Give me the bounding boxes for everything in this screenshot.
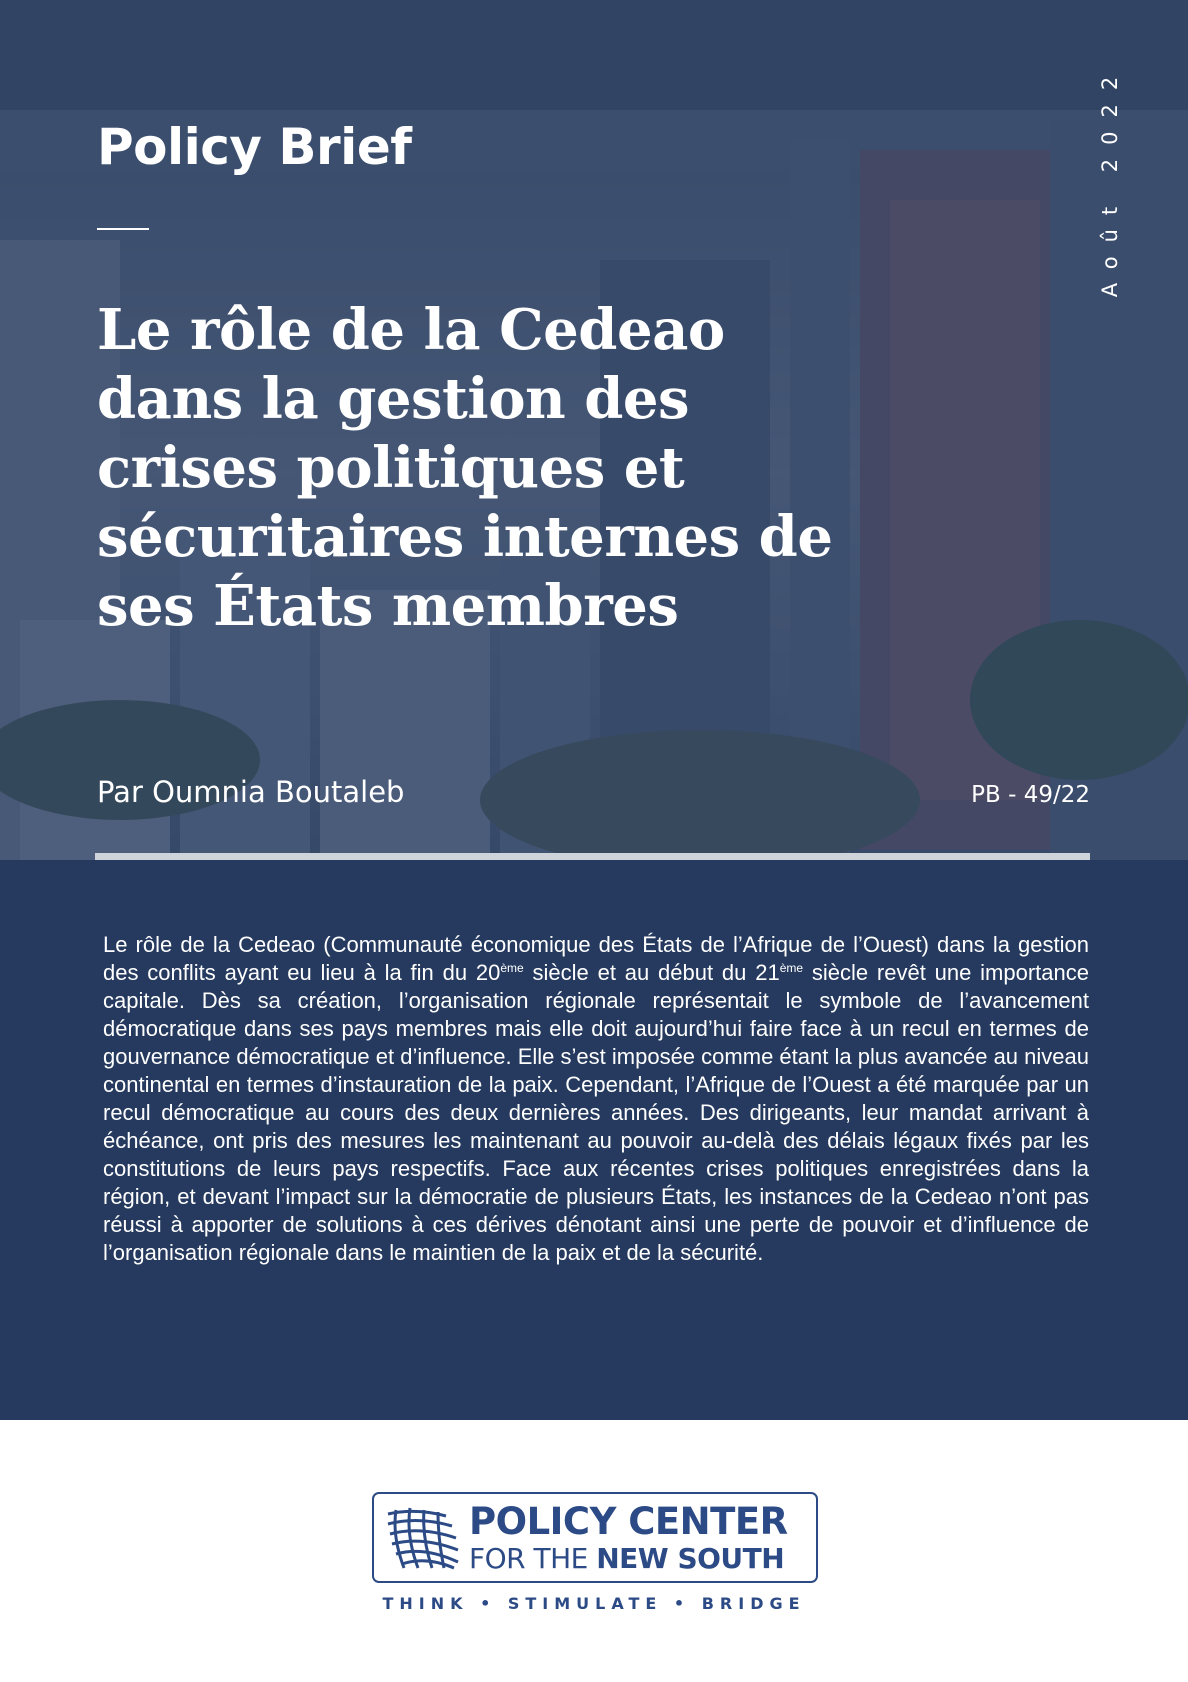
series-divider [97,228,149,230]
brief-title: Le rôle de la Cedeao dans la gestion des crises politiques et sécuritaires internes de ses États membres [97,297,833,639]
logo-tagline: THINK • STIMULATE • BRIDGE [382,1594,806,1613]
brief-reference: PB - 49/22 [971,782,1090,808]
publication-date: Août 2022 [1098,62,1122,298]
series-label: Policy Brief [97,118,412,176]
policy-center-logo [372,1492,818,1583]
logo-subtitle: FOR THE NEW SOUTH [469,1542,785,1575]
author-byline: Par Oumnia Boutaleb [97,775,405,809]
globe-grid-icon [386,1506,464,1570]
abstract-text: Le rôle de la Cedeao (Communauté économique des États de l’Afrique de l’Ouest) dans la gestion des conflits ayant eu lieu à la fin du 20ème siècle et au début du 21ème siècle revêt une importance capitale. Dès sa création, l’organisation régionale représentait le symbole de l’avancement démocratique dans ses pays membres mais elle doit aujourd’hui faire face à un recul en termes de gouvernance démocratique et d’influence. Elle s’est imposée comme étant la plus avancée au niveau continental en termes d’instauration de la paix. Cependant, l’Afrique de l’Ouest a été marquée par un recul démocratique au cours des deux dernières années. Des dirigeants, leur mandat arrivant à échéance, ont pris des mesures les maintenant au pouvoir au-delà des délais légaux fixés par les constitutions de leurs pays respectifs. Face aux récentes crises politiques enregistrées dans la région, et devant l’impact sur la démocratie de plusieurs États, les instances de la Cedeao n’ont pas réussi à apporter de solutions à ces dérives dénotant ainsi une perte de pouvoir et d’influence de l’organisation régionale dans le maintien de la paix et de la sécurité. [103,932,1089,1265]
logo-title: POLICY CENTER [469,1500,788,1543]
